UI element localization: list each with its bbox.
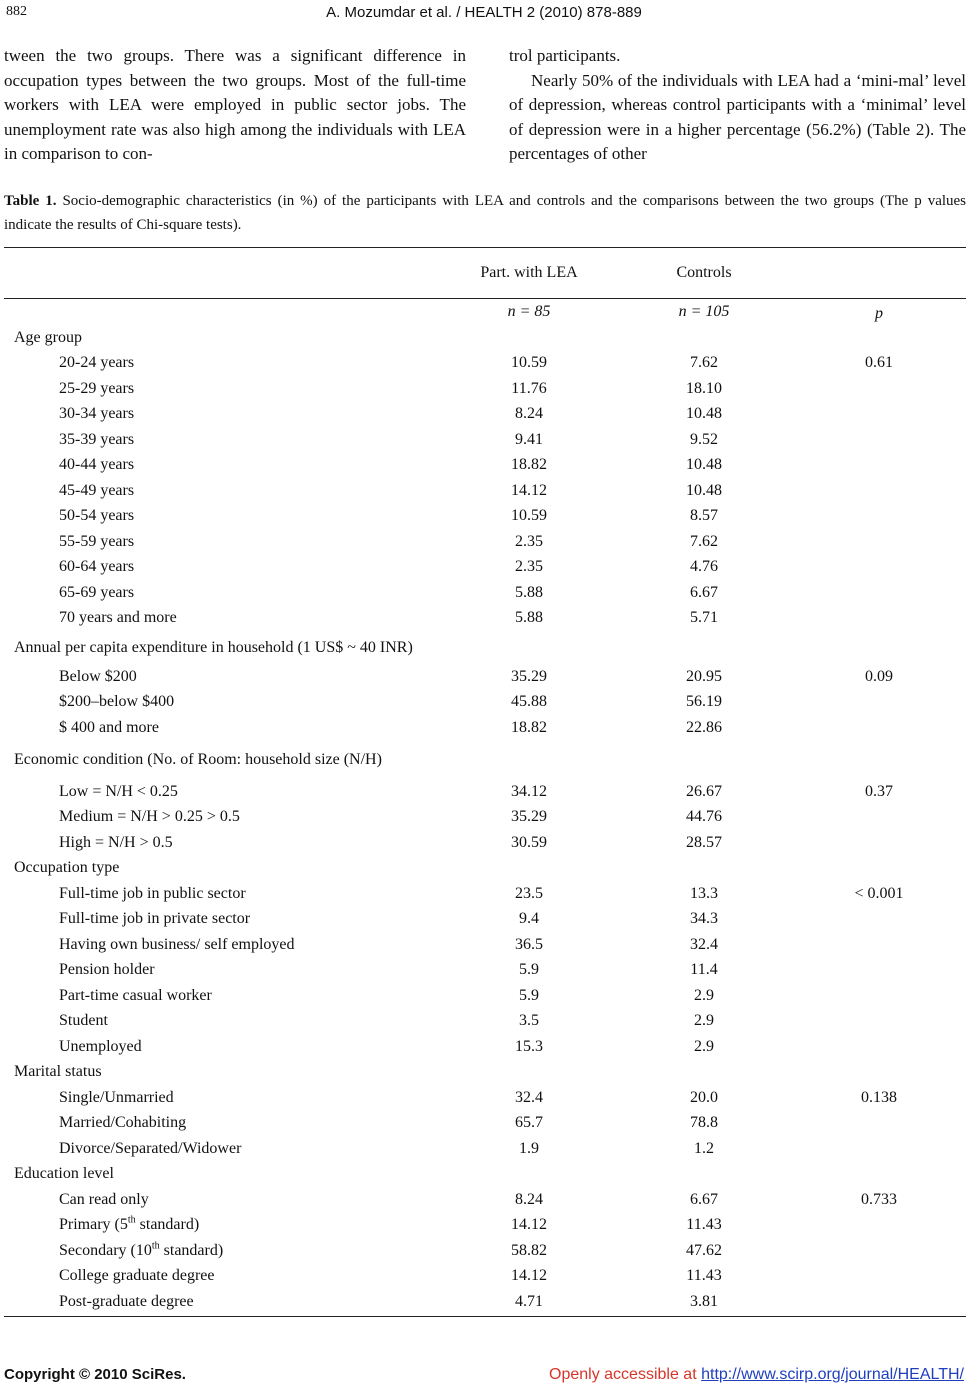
table-cell-lea: 2.35: [515, 558, 543, 575]
copyright-footer: Copyright © 2010 SciRes.: [4, 1366, 186, 1383]
table-row-label: Student: [59, 1012, 108, 1029]
table-cell-lea: 2.35: [515, 533, 543, 550]
table-row-label: 70 years and more: [59, 609, 177, 626]
table-cell-p: 0.138: [861, 1089, 897, 1106]
right-paragraph-2: Nearly 50% of the individuals with LEA had a ‘mini-mal’ level of depression, whereas control participants with a ‘minimal’ level of depression were in a higher percentage (56.2%) (Table 2). The percentages of other: [509, 70, 966, 163]
table-cell-lea: 30.59: [511, 834, 547, 851]
table-cell-controls: 26.67: [686, 783, 722, 800]
table-cell-lea: 14.12: [511, 1267, 547, 1284]
table-cell-p: < 0.001: [854, 885, 904, 902]
access-footer: [549, 1366, 964, 1384]
table-cell-controls: 5.71: [690, 609, 718, 626]
table-cell-controls: 32.4: [690, 936, 718, 953]
table-row-label: Unemployed: [59, 1038, 142, 1055]
table-cell-lea: 36.5: [515, 936, 543, 953]
table-cell-lea: 10.59: [511, 354, 547, 371]
table-row-label: 35-39 years: [59, 431, 135, 448]
table-row-label: 55-59 years: [59, 533, 135, 550]
table-cell-lea: 8.24: [515, 405, 543, 422]
table-cell-controls: 22.86: [686, 719, 722, 736]
table-cell-lea: 58.82: [511, 1242, 547, 1259]
table-row-label: Part-time casual worker: [59, 987, 212, 1004]
table-cell-controls: 4.76: [690, 558, 718, 575]
table-row-label: Divorce/Separated/Widower: [59, 1140, 242, 1157]
running-head: A. Mozumdar et al. / HEALTH 2 (2010) 878-889: [326, 4, 642, 21]
p-header: p: [875, 305, 883, 322]
table-cell-controls: 2.9: [694, 987, 714, 1004]
table-caption: [4, 189, 966, 237]
table-row-label: Full-time job in public sector: [59, 885, 246, 902]
table-row-label: Primary (5th standard): [59, 1214, 200, 1233]
table-cell-controls: 9.52: [690, 431, 718, 448]
table-cell-p: 0.733: [861, 1191, 897, 1208]
table-cell-lea: 5.9: [519, 987, 539, 1004]
n-lea: n = 85: [507, 303, 551, 320]
page-number: 882: [6, 4, 27, 19]
caption-text: Socio-demographic characteristics (in %) of the participants with LEA and controls and the comparisons between the two groups (The p values indicate the results of Chi-square tests).: [4, 193, 967, 233]
table-cell-controls: 2.9: [694, 1038, 714, 1055]
table-cell-controls: 13.3: [690, 885, 718, 902]
table-cell-lea: 23.5: [515, 885, 543, 902]
table-cell-lea: 18.82: [511, 456, 547, 473]
table-cell-controls: 1.2: [694, 1140, 714, 1157]
table-cell-controls: 7.62: [690, 533, 718, 550]
table-row-label: 40-44 years: [59, 456, 135, 473]
table-section-label: Economic condition (No. of Room: household size (N/H): [14, 751, 382, 768]
table-row-label: Married/Cohabiting: [59, 1114, 187, 1131]
col-header-lea: Part. with LEA: [480, 264, 578, 281]
table-cell-controls: 28.57: [686, 834, 722, 851]
table-row-label: Single/Unmarried: [59, 1089, 174, 1106]
table-bottom-rule: [4, 1316, 966, 1317]
table-cell-lea: 11.76: [511, 380, 547, 397]
table-row-label: 65-69 years: [59, 584, 135, 601]
table-row-label: 20-24 years: [59, 354, 135, 371]
table-header-rule: [4, 298, 966, 299]
table-cell-p: 0.09: [865, 668, 893, 685]
table-cell-lea: 35.29: [511, 808, 547, 825]
table-row-label: 50-54 years: [59, 507, 135, 524]
table-cell-lea: 32.4: [515, 1089, 543, 1106]
n-controls: n = 105: [678, 303, 730, 320]
table-cell-lea: 1.9: [519, 1140, 539, 1157]
table-cell-p: 0.61: [865, 354, 893, 371]
right-paragraph-1: trol participants.: [509, 46, 621, 65]
table-cell-lea: 5.9: [519, 961, 539, 978]
table-cell-controls: 78.8: [690, 1114, 718, 1131]
table-cell-controls: 34.3: [690, 910, 718, 927]
left-column-text: [4, 44, 466, 167]
table-row-label: $200–below $400: [59, 693, 175, 710]
table-cell-controls: 2.9: [694, 1012, 714, 1029]
table-cell-lea: 8.24: [515, 1191, 543, 1208]
table-row-label: College graduate degree: [59, 1267, 215, 1284]
right-column-text: [509, 44, 966, 167]
table-row-label: High = N/H > 0.5: [59, 834, 173, 851]
table-row-label: Medium = N/H > 0.25 > 0.5: [59, 808, 240, 825]
table-cell-controls: 18.10: [686, 380, 722, 397]
table-section-label: Occupation type: [14, 859, 120, 876]
access-text: Openly accessible at: [549, 1366, 702, 1383]
table-cell-controls: 10.48: [686, 456, 722, 473]
table-cell-controls: 8.57: [690, 507, 718, 524]
col-header-controls: Controls: [676, 264, 732, 281]
table-row-label: Secondary (10th standard): [59, 1240, 224, 1259]
table-cell-lea: 18.82: [511, 719, 547, 736]
table-row-label: Pension holder: [59, 961, 155, 978]
table-cell-controls: 20.95: [686, 668, 722, 685]
table-cell-controls: 10.48: [686, 482, 722, 499]
table-row-label: Below $200: [59, 668, 137, 685]
journal-link[interactable]: http://www.scirp.org/journal/HEALTH/: [701, 1366, 964, 1383]
table-cell-controls: 20.0: [690, 1089, 718, 1106]
table-section-label: Age group: [14, 329, 82, 346]
table-cell-controls: 11.43: [686, 1216, 722, 1233]
table-row-label: Can read only: [59, 1191, 149, 1208]
caption-label: Table 1.: [4, 193, 57, 209]
table-cell-lea: 10.59: [511, 507, 547, 524]
table-cell-lea: 34.12: [511, 783, 547, 800]
table-cell-lea: 45.88: [511, 693, 547, 710]
page-header: [0, 2, 968, 22]
table-row-label: 30-34 years: [59, 405, 135, 422]
table-section-label: Marital status: [14, 1063, 102, 1080]
table-cell-p: 0.37: [865, 783, 893, 800]
table-cell-controls: 7.62: [690, 354, 718, 371]
table-cell-controls: 3.81: [690, 1293, 718, 1310]
table-cell-controls: 44.76: [686, 808, 722, 825]
table-cell-lea: 14.12: [511, 1216, 547, 1233]
table-section-label: Education level: [14, 1165, 114, 1182]
table-row-label: 60-64 years: [59, 558, 135, 575]
table-row-label: 25-29 years: [59, 380, 135, 397]
table-cell-lea: 35.29: [511, 668, 547, 685]
table-top-rule: [4, 247, 966, 248]
table-row-label: 45-49 years: [59, 482, 135, 499]
table-cell-controls: 10.48: [686, 405, 722, 422]
table-row-label: Full-time job in private sector: [59, 910, 251, 927]
table-cell-lea: 5.88: [515, 609, 543, 626]
table-section-label: Annual per capita expenditure in household (1 US$ ~ 40 INR): [14, 639, 413, 656]
table-cell-controls: 6.67: [690, 1191, 718, 1208]
table-row-label: Post-graduate degree: [59, 1293, 194, 1310]
table-row-label: Having own business/ self employed: [59, 936, 295, 953]
table-cell-controls: 47.62: [686, 1242, 722, 1259]
table-cell-lea: 9.41: [515, 431, 543, 448]
table-cell-lea: 3.5: [519, 1012, 539, 1029]
table-cell-lea: 5.88: [515, 584, 543, 601]
table-row-label: $ 400 and more: [59, 719, 159, 736]
table-cell-controls: 11.43: [686, 1267, 722, 1284]
left-paragraph: tween the two groups. There was a significant difference in occupation types between the two groups. Most of the full-time workers with LEA were employed in public sector jobs. The unemployment rate was also high among the individuals with LEA in comparison to con-: [4, 46, 466, 163]
table-cell-controls: 11.4: [690, 961, 718, 978]
table-cell-lea: 4.71: [515, 1293, 543, 1310]
table-cell-controls: 56.19: [686, 693, 722, 710]
table-cell-lea: 15.3: [515, 1038, 543, 1055]
table-row-label: Low = N/H < 0.25: [59, 783, 178, 800]
table-cell-lea: 14.12: [511, 482, 547, 499]
table-cell-lea: 9.4: [519, 910, 539, 927]
table-cell-lea: 65.7: [515, 1114, 543, 1131]
table-cell-controls: 6.67: [690, 584, 718, 601]
